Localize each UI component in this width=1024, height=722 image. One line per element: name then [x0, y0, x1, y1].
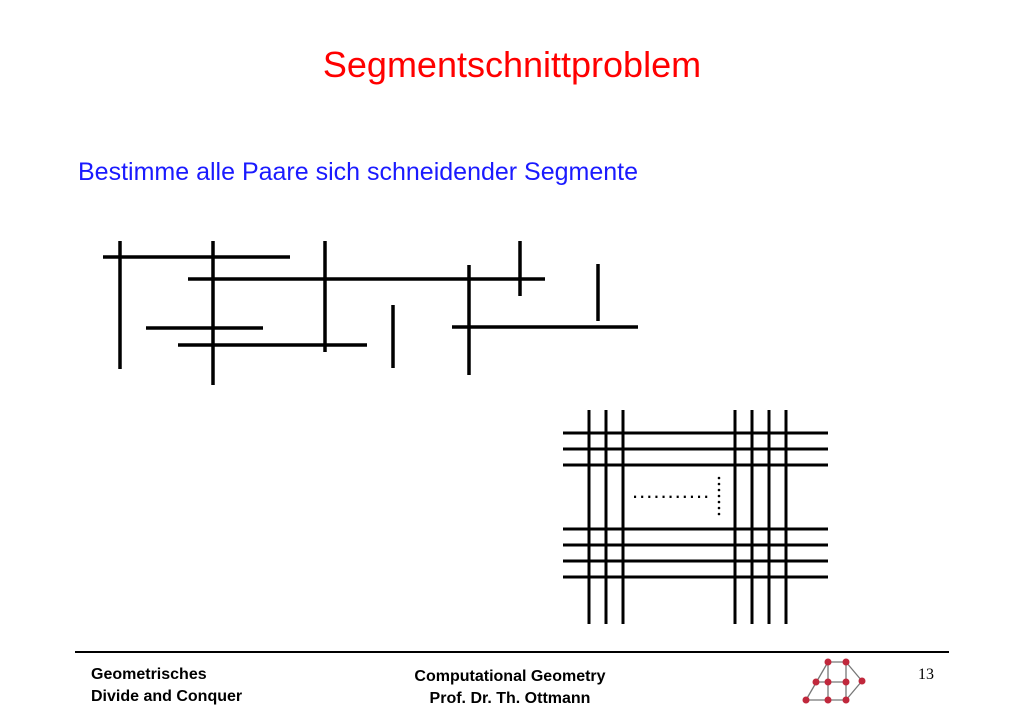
- page-number: 13: [918, 666, 934, 683]
- horizontal-dots: ...........: [632, 478, 711, 503]
- segment-example-upper: [103, 241, 638, 385]
- ad-logo-icon: [800, 656, 872, 708]
- segment-grid-lower: [563, 410, 828, 624]
- footer-divider: [75, 651, 949, 653]
- footer-center-line1: Computational Geometry: [414, 668, 606, 685]
- slide-title: Segmentschnittproblem: [322, 44, 702, 85]
- footer-left-line1: Geometrisches: [91, 666, 207, 683]
- footer-left: [91, 664, 242, 708]
- footer-left-line2: Divide and Conquer: [91, 688, 243, 705]
- footer-center: [360, 666, 660, 710]
- vertical-dots: [718, 477, 721, 516]
- footer-center-line2: Prof. Dr. Th. Ottmann: [429, 690, 591, 707]
- slide-subtitle: Bestimme alle Paare sich schneidender Segmente: [78, 158, 639, 186]
